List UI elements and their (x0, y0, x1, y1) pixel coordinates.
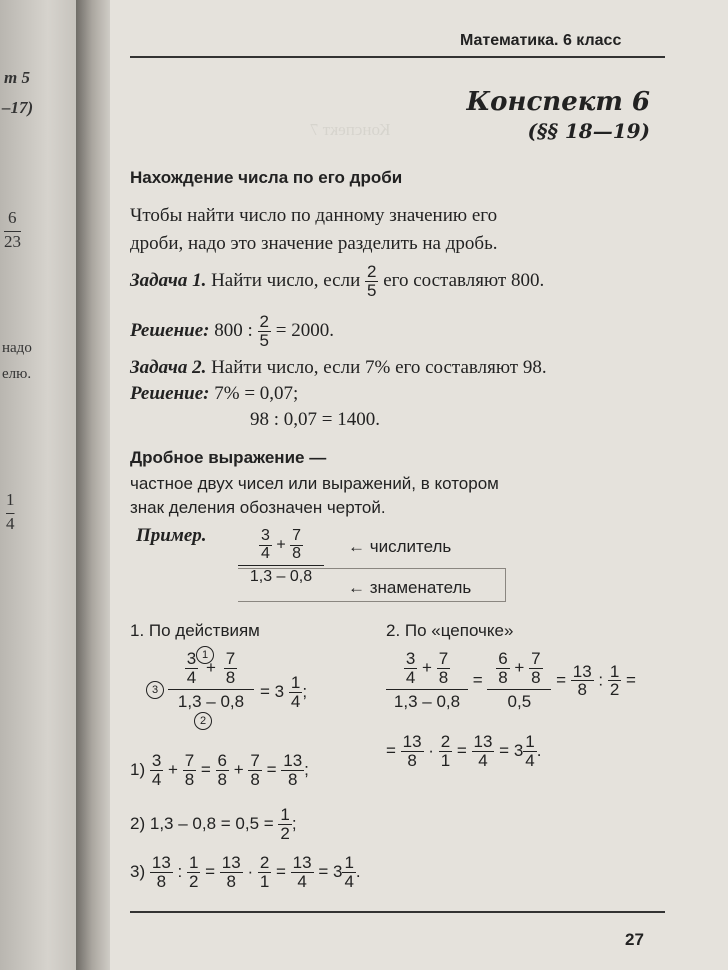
fraction: $\frac{6}{8}$ (217, 751, 228, 789)
fraction: $\frac{13}{8}$ (151, 853, 171, 891)
fraction: $\frac{7}{8}$ (250, 751, 260, 789)
task-2 (130, 354, 655, 382)
fraction: $\frac{13}{4}$ (473, 732, 493, 770)
fraction: $\frac{13}{8}$ (402, 732, 422, 770)
definition-line: знак деления обозначен чертой. (130, 498, 386, 517)
fraction: $\frac{1}{4}$ (344, 853, 354, 891)
header-rule (130, 56, 665, 58)
konspekt-paragraphs: (§§ 18—19) (527, 119, 650, 143)
fraction: $\frac{3}{4}$ (186, 649, 197, 687)
example-denominator: 1,3 – 0,8 (249, 567, 313, 585)
fraction: $\frac{6}{8}$ (498, 649, 508, 687)
method-2-chain-cont: = $\frac{13}{8}$ · $\frac{2}{1}$ = $\frac{13}{4}$ = 3 $\frac{1}{4}$ . (386, 732, 542, 770)
step-2: 2) 1,3 – 0,8 = 0,5 = $\frac{1}{2}$ ; (130, 805, 297, 843)
fraction: $\frac{13}{8}$ (221, 853, 241, 891)
left-fragment: т 5 (4, 68, 30, 87)
step-marker: 2 (194, 712, 212, 730)
task-1 (130, 256, 655, 306)
task-text: Найти число, если (211, 270, 361, 291)
page-number: 27 (625, 930, 644, 949)
task-text: его составляют 800. (383, 270, 545, 291)
left-fragment: 23 (4, 232, 21, 251)
left-fragment: елю. (2, 366, 32, 382)
task-label: Задача 2. (130, 357, 207, 378)
task-label: Задача 1. (130, 270, 207, 291)
fraction: $\frac{1}{2}$ (609, 661, 620, 700)
denominator-note: ← знаменатель (348, 578, 472, 597)
section-heading: Дробное выражение — (130, 448, 327, 467)
fraction: $\frac{3}{4}$ (260, 527, 270, 562)
fraction: $\frac{1}{2}$ (280, 805, 290, 843)
example-numerator: $\frac{3}{4}$ + $\frac{7}{8}$ (238, 528, 324, 566)
fraction: $\frac{13}{4}$ (292, 853, 312, 891)
rule-line: Чтобы найти число по данному значению его (130, 205, 498, 226)
fraction: $\frac{2}{1}$ (259, 853, 270, 891)
fraction: $\frac{1}{4}$ (525, 732, 535, 770)
fraction: $\frac{3}{4}$ (405, 649, 416, 687)
solution-1 (130, 306, 655, 356)
fraction: $\frac{3}{4}$ (151, 751, 162, 789)
section-heading: Нахождение числа по его дроби (130, 168, 403, 187)
konspekt-heading (467, 86, 650, 144)
solution-text: = 2000. (275, 320, 334, 341)
fraction: $\frac{7}{8}$ (184, 751, 195, 789)
fraction: $\frac{2}{1}$ (440, 732, 451, 770)
fraction: $\frac{13}{8}$ (283, 751, 303, 789)
solution-2-line2: 98 : 0,07 = 1400. (250, 409, 380, 430)
rule-text (130, 202, 655, 258)
left-fragment: 6 (8, 208, 17, 227)
running-header: Математика. 6 класс (460, 32, 622, 49)
definition-text (130, 472, 655, 520)
task-text: Найти число, если 7% его составляют 98. (211, 357, 547, 378)
footer-rule (130, 911, 665, 913)
left-fragment: надо (2, 340, 32, 356)
fraction: $\frac{2}{5}$ (367, 262, 377, 301)
fraction: $\frac{1}{4}$ (290, 673, 301, 711)
method-2-title: 2. По «цепочке» (386, 621, 514, 640)
solution-2 (130, 380, 655, 408)
step-3: 3) $\frac{13}{8}$ : $\frac{1}{2}$ = $\frac{13}{8}$ · $\frac{2}{1}$ = $\frac{13}{4}$ = 3 $\frac{1}{4}$ . (130, 853, 361, 891)
fraction: $\frac{7}{8}$ (438, 649, 449, 687)
textbook-page: Конспект 7 Математика. 6 класс Конспект 6 (§§ 18—19) Нахождение числа по его дроби Чтобы найти число по данному значению его дроби, надо это значение разделить на дробь. Задача 1. Найти число, если $\frac{2}{5}$ его составляют 800. Решение: 800 : $\frac{2}{5}$ = 2000. Задача 2. Найти число, если 7% его составляют 98. Решение: 7% = 0,07; 98 : 0,07 = 1400. Дробное выражение — частное двух чисел или выражений, в котором знак деления обозначен чертой. Пример. $\frac{3}{4}$ + $\frac{7}{8}$ 1,3 – 0,8 ← числитель ← знаменатель 1. По действиям 3 1 2 $\frac{3}{4}$ + $\frac{7}{8}$ 1,3 – 0,8 = 3 $\frac{1}{4}$ ; 1) $\frac{3}{4}$ + $\frac{7}{8}$ = $\frac{6}{8}$ + $\frac{7}{8}$ = $\frac{13}{8}$ ; 2) 1,3 – 0,8 = 0,5 = $\frac{1}{2}$ ; 3) $\frac{13}{8}$ : $\frac{1}{2}$ = $\frac{13}{8}$ · $\frac{2}{1}$ = $\frac{13}{4}$ = 3 $\frac{1}{4}$ . 2. По «цепочке» $\frac{3}{4}$ + $\frac{7}{8}$ 1,3 – 0,8 = $\frac{6}{8}$ + $\frac{7}{8}$ 0,5 = $\frac{13}{8}$ : $\frac{1}{2}$ = = $\frac{13}{8}$ · $\frac{2}{1}$ = $\frac{13}{4}$ = 3 $\frac{1}{4}$ . 27 (110, 0, 728, 970)
method-2-chain: $\frac{3}{4}$ + $\frac{7}{8}$ 1,3 – 0,8 = $\frac{6}{8}$ + $\frac{7}{8}$ 0,5 = $\frac{13}{8}$ : $\frac{1}{2}$ = (386, 650, 636, 712)
rule-line: дроби, надо это значение разделить на дробь. (130, 233, 498, 254)
left-fragment: 4 (6, 514, 15, 533)
fraction: $\frac{7}{8}$ (531, 649, 541, 687)
example-box (238, 568, 506, 602)
fraction: $\frac{7}{8}$ (292, 527, 302, 562)
left-fragment: –17) (2, 98, 34, 117)
definition-line: частное двух чисел или выражений, в котором (130, 474, 499, 493)
fraction: $\frac{7}{8}$ (225, 649, 236, 687)
left-page-edge (0, 0, 80, 970)
numerator-note: ← числитель (348, 537, 452, 556)
konspekt-title: Конспект 6 (466, 87, 650, 117)
solution-text: 800 : (214, 320, 253, 341)
solution-label: Решение: (130, 320, 210, 341)
solution-label: Решение: (130, 383, 210, 404)
solution-text: 7% = 0,07; (214, 383, 299, 404)
fraction: $\frac{2}{5}$ (259, 312, 269, 351)
example-label: Пример. (136, 525, 207, 546)
method-1-title: 1. По действиям (130, 621, 260, 640)
step-marker: 3 (146, 681, 164, 699)
left-fragment: 1 (6, 490, 15, 509)
bleed-through-text: Конспект 7 (310, 120, 391, 139)
step-1: 1) $\frac{3}{4}$ + $\frac{7}{8}$ = $\frac{6}{8}$ + $\frac{7}{8}$ = $\frac{13}{8}$ ; (130, 751, 309, 789)
step-marker: 1 (196, 646, 214, 664)
fraction: $\frac{1}{2}$ (188, 853, 199, 891)
fraction: $\frac{13}{8}$ (572, 661, 592, 700)
